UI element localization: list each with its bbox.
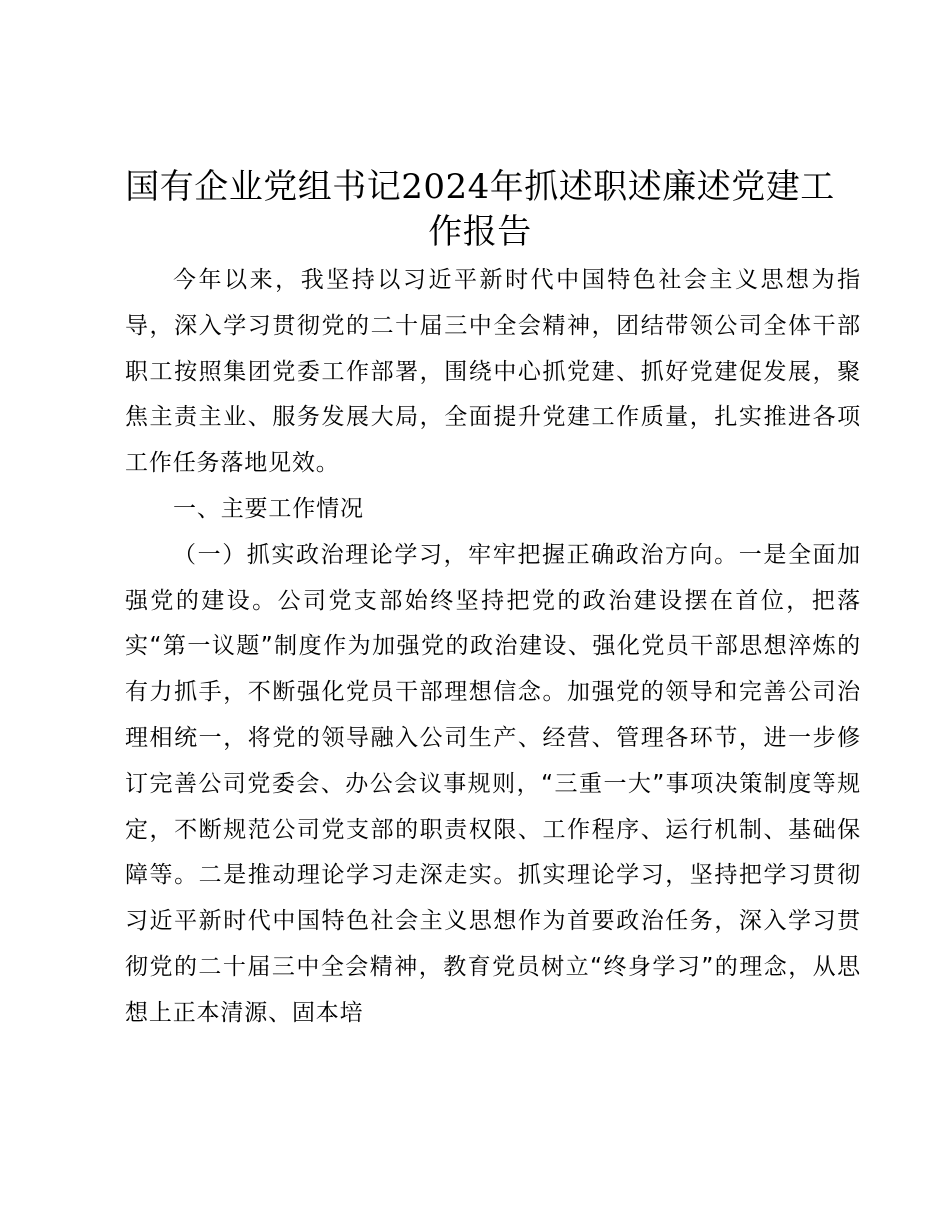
section-heading: 一、主要工作情况 <box>173 495 364 522</box>
document-body <box>125 258 861 1037</box>
section-paragraph: （一）抓实政治理论学习，牢牢把握正确政治方向。一是全面加强党的建设。公司党支部始终坚持把党的政治建设摆在首位，把落实“第一议题”制度作为加强党的政治建设、强化党员干部思想淬炼的有力抓手，不断强化党员干部理想信念。加强党的领导和完善公司治理相统一，将党的领导融入公司生产、经营、管理各环节，进一步修订完善公司党委会、办公会议事规则，“三重一大”事项决策制度等规定，不断规范公司党支部的职责权限、工作程序、运行机制、基础保障等。二是推动理论学习走深走实。抓实理论学习，坚持把学习贯彻习近平新时代中国特色社会主义思想作为首要政治任务，深入学习贯彻党的二十届三中全会精神，教育党员树立“终身学习”的理念，从思想上正本清源、固本培 <box>125 541 861 1026</box>
document-title <box>120 165 840 255</box>
title-line-2: 作报告 <box>428 212 532 252</box>
title-line-1: 国有企业党组书记2024年抓述职述廉述党建工 <box>125 167 835 207</box>
intro-paragraph: 今年以来，我坚持以习近平新时代中国特色社会主义思想为指导，深入学习贯彻党的二十届三中全会精神，团结带领公司全体干部职工按照集团党委工作部署，围绕中心抓党建、抓好党建促发展，聚焦主责主业、服务发展大局，全面提升党建工作质量，扎实推进各项工作任务落地见效。 <box>125 267 861 477</box>
